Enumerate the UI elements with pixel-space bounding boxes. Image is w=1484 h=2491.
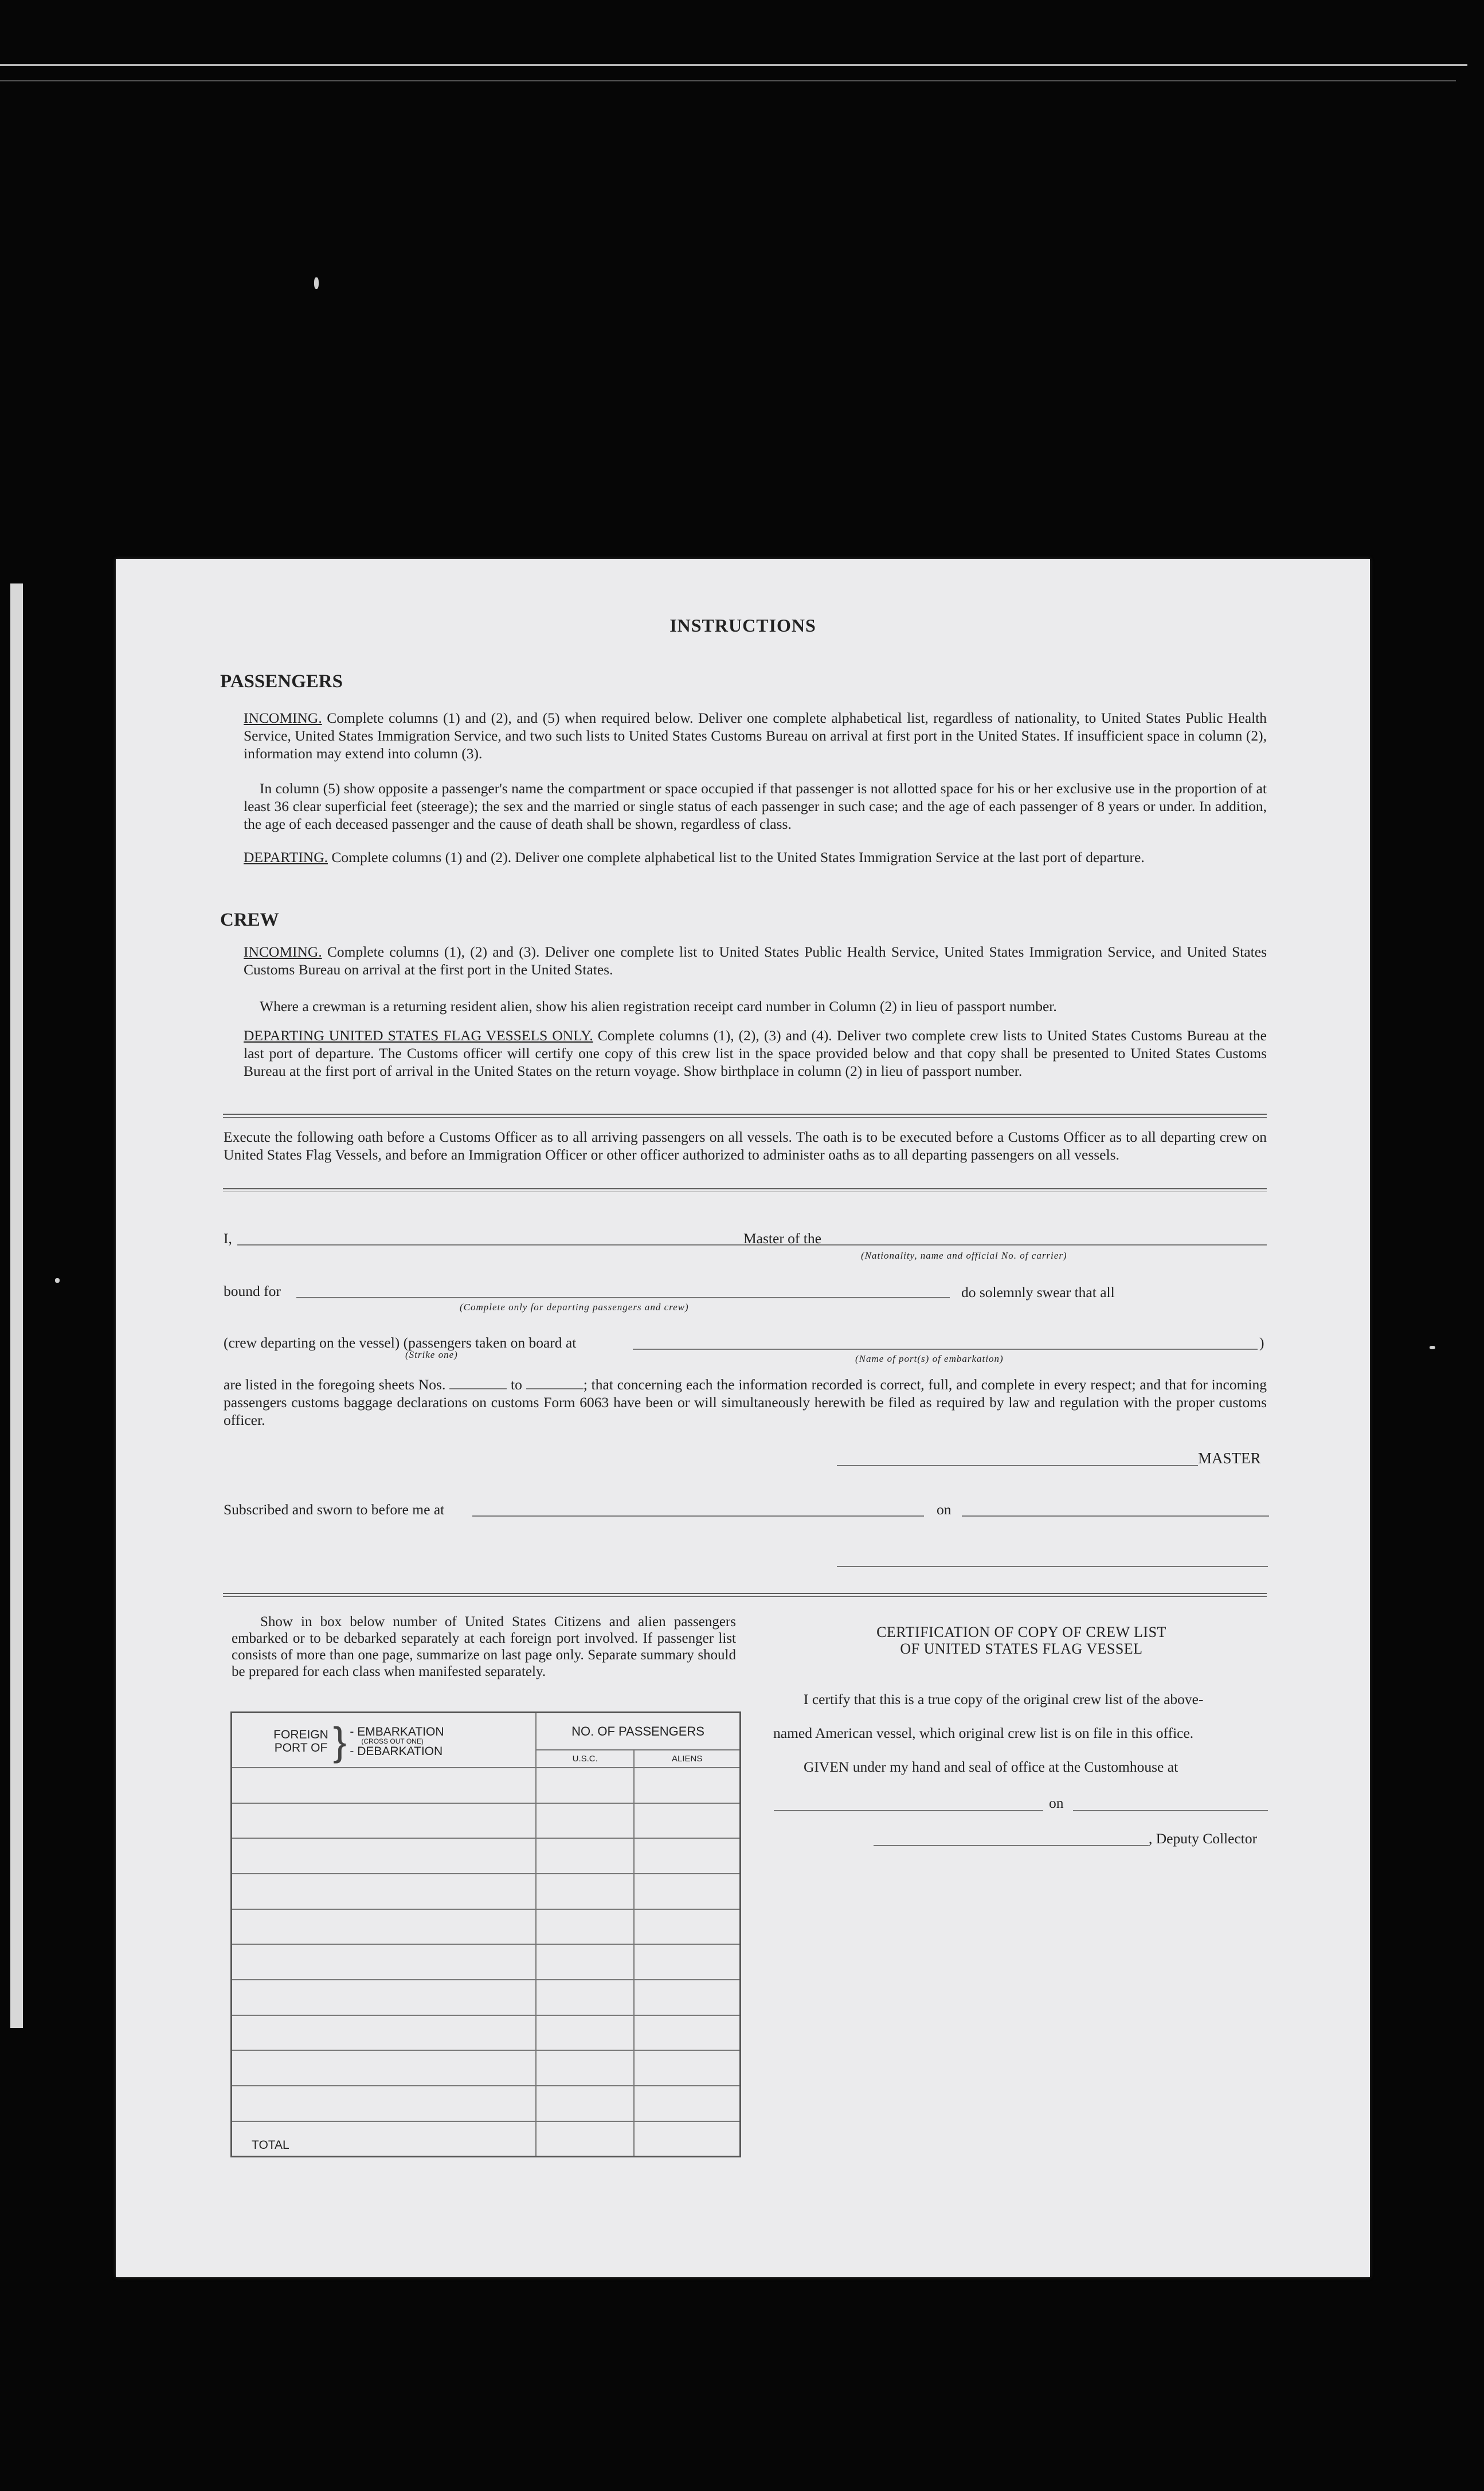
oath-intro: Execute the following oath before a Customs Officer as to all arriving passengers on all vessels. The oath is to be executed before a Customs Officer as to all departing crew on United States Flag Vessels, and before an Immigration Officer or other officer authorized to administer oaths as to all departing passengers on all vessels. [224,1129,1267,1163]
master-label: MASTER [1198,1450,1261,1467]
officer-signature-line [837,1566,1268,1567]
port-cell[interactable] [232,1768,537,1803]
aliens-header: ALIENS [634,1750,740,1768]
sheets-to-label: to [511,1376,522,1393]
usc-cell[interactable] [536,1803,634,1839]
usc-cell[interactable] [536,1909,634,1945]
ports-note: (Name of port(s) of embarkation) [855,1353,1004,1364]
usc-cell[interactable] [536,1838,634,1874]
aliens-cell[interactable] [634,2015,740,2051]
aliens-cell[interactable] [634,2086,740,2121]
crew-incoming-label: INCOMING. [244,943,322,960]
passengers-departing-text: Complete columns (1) and (2). Deliver one complete alphabetical list to the United States Immigration Service at the last port of departure. [328,849,1145,865]
aliens-cell[interactable] [634,1803,740,1839]
embarkation-option: - EMBARKATION [350,1725,444,1738]
divider [223,1117,1267,1118]
divider [223,1593,1267,1594]
film-edge-line [0,64,1467,66]
port-cell[interactable] [232,1803,537,1839]
sworn-date-line [962,1515,1269,1517]
oath-listed-text: ; that concerning each the information recorded is correct, full, and complete in every respect; and that for incoming passengers customs baggage declarations on customs Form 6063 have been or will simultaneously herewith be filed as required by law and regulation with the proper customs officer. [224,1376,1267,1428]
cert-date-line [1073,1810,1268,1811]
film-edge-line-secondary [0,80,1456,81]
crew-departing-text: Complete columns (1), (2), (3) and (4). Deliver two complete crew lists to United States Customs Bureau at the last port of departure. The Customs officer will certify one copy of this crew list in the space provided below and that copy shall be presented to United States Customs Bureau at the first port of arrival in the United States on the return voyage. Show birthplace in column (2) in lieu of passport number. [244,1027,1267,1079]
oath-listed-paragraph [224,1376,1267,1429]
aliens-total-cell[interactable] [634,2121,740,2157]
given-line: GIVEN under my hand and seal of office at the Customhouse at [804,1758,1178,1775]
crew-incoming-text: Complete columns (1), (2) and (3). Deliver one complete list to United States Public Health Service, United States Immigration Service, and United States Customs Bureau on arrival at the first port in the United States. [244,943,1267,978]
crew-heading: CREW [220,910,279,930]
film-speck [314,277,319,289]
oath-i-label: I, [224,1230,232,1247]
foreign-port-label: FOREIGN PORT OF [273,1728,328,1754]
bound-note: (Complete only for departing passengers and crew) [460,1302,689,1313]
usc-header: U.S.C. [536,1750,634,1768]
crew-departing-label: DEPARTING UNITED STATES FLAG VESSELS ONLY. [244,1027,593,1044]
sheet-from-line [449,1388,507,1389]
embarkation-ports-line [633,1349,1258,1350]
swear-label: do solemnly swear that all [961,1284,1115,1301]
sworn-place-line [472,1515,924,1517]
film-speck [55,1278,60,1283]
port-cell[interactable] [232,2050,537,2086]
strike-one-note: (Strike one) [405,1349,458,1360]
usc-cell[interactable] [536,1944,634,1980]
passenger-summary-table [230,1711,741,2157]
usc-cell[interactable] [536,1980,634,2015]
usc-cell[interactable] [536,2050,634,2086]
port-cell[interactable] [232,1980,537,2015]
master-signature-line [837,1465,1198,1466]
sworn-on-label: on [937,1501,952,1518]
usc-cell[interactable] [536,2086,634,2121]
deputy-signature-line [874,1845,1149,1846]
certification-title-line2: OF UNITED STATES FLAG VESSEL [900,1640,1143,1657]
port-cell[interactable] [232,1838,537,1874]
carrier-note: (Nationality, name and official No. of carrier) [861,1250,1067,1261]
carrier-line [833,1244,1267,1246]
port-cell[interactable] [232,2086,537,2121]
port-cell[interactable] [232,2015,537,2051]
aliens-cell[interactable] [634,1944,740,1980]
aliens-cell[interactable] [634,1980,740,2015]
document-page [116,559,1370,2277]
port-cell[interactable] [232,1944,537,1980]
passengers-column5-paragraph: In column (5) show opposite a passenger's name the compartment or space occupied if that passenger is not allotted space for his or her exclusive use in the proportion of at least 36 clear superficial feet (steerage); the sex and the married or single status of each passenger in such case; and the age of each passenger of 8 years or under. In addition, the age of each deceased passenger and the cause of death shall be shown, regardless of class. [244,780,1267,832]
aliens-cell[interactable] [634,1874,740,1909]
divider [223,1188,1267,1189]
total-label: TOTAL [232,2121,537,2157]
aliens-cell[interactable] [634,1838,740,1874]
port-cell[interactable] [232,1909,537,1945]
master-of-label: Master of the [743,1230,821,1247]
destination-line [296,1297,950,1298]
certification-title [775,1624,1268,1657]
passengers-departing-paragraph [244,848,1267,866]
crew-resident-paragraph: Where a crewman is a returning resident alien, show his alien registration receipt card number in Column (2) in lieu of passport number. [260,998,1057,1015]
aliens-cell[interactable] [634,2050,740,2086]
debarkation-option: - DEBARKATION [350,1744,443,1758]
cross-out-note: (CROSS OUT ONE) [361,1737,424,1745]
passengers-incoming-paragraph [244,709,1267,762]
certify-line1: I certify that this is a true copy of the original crew list of the above- [804,1691,1204,1707]
passengers-heading: PASSENGERS [220,671,343,692]
certify-line2: named American vessel, which original crew list is on file in this office. [773,1725,1194,1741]
close-paren: ) [1259,1334,1264,1351]
page-title: INSTRUCTIONS [669,615,816,636]
aliens-cell[interactable] [634,1909,740,1945]
usc-cell[interactable] [536,1768,634,1803]
usc-cell[interactable] [536,2015,634,2051]
crew-departing-choice: (crew departing on the vessel) (passengers taken on board at [224,1334,577,1351]
cert-on-label: on [1049,1795,1064,1811]
port-header-cell [232,1713,537,1768]
aliens-cell[interactable] [634,1768,740,1803]
port-cell[interactable] [232,1874,537,1909]
divider [223,1596,1267,1597]
film-left-strip [10,583,23,2028]
certification-title-line1: CERTIFICATION OF COPY OF CREW LIST [876,1624,1166,1640]
subscribed-label: Subscribed and sworn to before me at [224,1501,445,1518]
usc-total-cell[interactable] [536,2121,634,2157]
bound-for-label: bound for [224,1283,281,1299]
passengers-incoming-text: Complete columns (1) and (2), and (5) when required below. Deliver one complete alphabetical list, regardless of nationality, to United States Public Health Service, United States Immigration Service, and two such lists to United States Customs Bureau on arrival at first port in the United States. If insufficient space in column (2), information may extend into column (3). [244,710,1267,762]
crew-departing-paragraph [244,1027,1267,1080]
film-speck [1430,1346,1435,1349]
no-passengers-header: NO. OF PASSENGERS [536,1713,740,1750]
crew-incoming-paragraph [244,943,1267,978]
passengers-incoming-label: INCOMING. [244,710,322,726]
usc-cell[interactable] [536,1874,634,1909]
passengers-departing-label: DEPARTING. [244,849,328,865]
sheets-label: are listed in the foregoing sheets Nos. [224,1376,446,1393]
customhouse-line [774,1810,1043,1811]
brace-glyph: } [333,1719,347,1764]
divider [223,1114,1267,1115]
deputy-collector-label: , Deputy Collector [1149,1830,1258,1847]
summary-instructions: Show in box below number of United States Citizens and alien passengers embarked or to be debarked separately at each foreign port involved. If passenger list consists of more than one page, summarize on last page only. Separate summary should be prepared for each class when manifested separately. [232,1614,736,1679]
sheet-to-line [526,1388,584,1389]
